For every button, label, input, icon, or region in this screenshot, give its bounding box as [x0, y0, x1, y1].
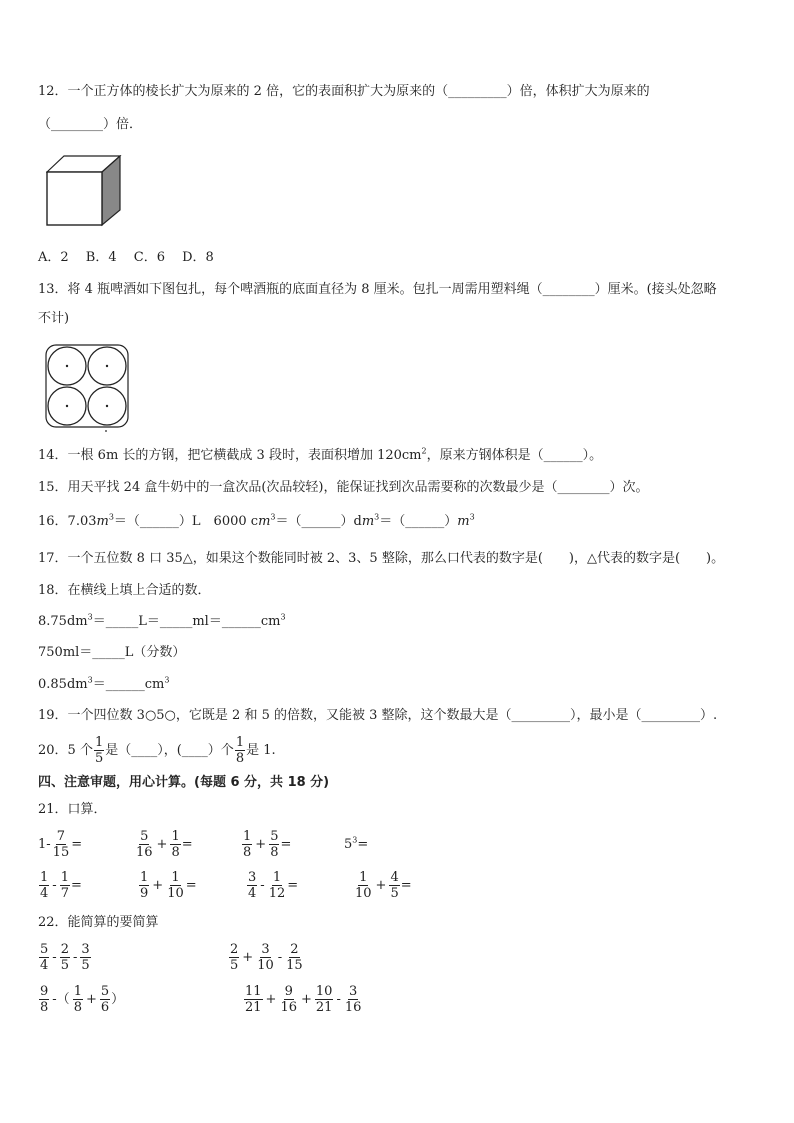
q12-options: A．2 B．4 C．6 D．8 [38, 250, 214, 265]
beer-bottles-figure [44, 343, 132, 433]
q14: 14．一根 6m 长的方钢，把它横截成 3 段时，表面积增加 $120cm^2$，原来方钢体积是（______）。 [38, 446, 603, 463]
q22-expr1: $\frac{5}{4}$ - $\frac{2}{5}$ - $\frac{3}{5}$ [40, 942, 90, 973]
fraction: $\frac{1}{8}$ [235, 735, 245, 766]
q16: 16．$7.03m^3=(\_\_\_\_\_\_)L$ 6000 $cm^3=(\_\_\_\_\_\_)dm^3=(\_\_\_\_\_\_)m^3$ [38, 512, 475, 529]
q21-expr2: $\frac{5}{16}$ + $\frac{1}{8}$ = [136, 829, 193, 860]
q22-expr2: $\frac{2}{5}$ + $\frac{3}{10}$ - $\frac{2}{15}$ [230, 942, 303, 973]
q12-line1: 12．一个正方体的棱长扩大为原来的 2 倍，它的表面积扩大为原来的（_________）倍，体积扩大为原来的 [38, 84, 650, 99]
fraction: $\frac{1}{5}$ [94, 735, 104, 766]
q19: 19．一个四位数 3○5○，它既是 2 和 5 的倍数，又能被 3 整除，这个数最大是（_________），最小是（_________）. [38, 708, 718, 723]
q21-expr3: $\frac{1}{8}$ + $\frac{5}{8}$ = [243, 829, 292, 860]
q22-expr3: $\frac{9}{8}$ -（ $\frac{1}{8}$ + $\frac{5}{6}$ ） [40, 984, 125, 1015]
q21-expr8: $\frac{1}{10}$ + $\frac{4}{5}$ = [355, 870, 412, 901]
q18-line3: $0.85dm^3=\_\_\_\_\_\_cm^3$ [38, 675, 170, 692]
q22-expr4: $\frac{11}{21}$ + $\frac{9}{16}$ + $\frac{10}{21}$ - $\frac{3}{16}$ [245, 984, 362, 1015]
q21-expr1: 1- $\frac{7}{15}$ = [38, 829, 83, 860]
q21-title: 21．口算． [38, 802, 107, 817]
q15: 15．用天平找 24 盒牛奶中的一盒次品(次品较轻)，能保证找到次品需要称的次数最少是（________）次。 [38, 480, 649, 495]
q21-expr5: $\frac{1}{4}$ - $\frac{1}{7}$ = [40, 870, 82, 901]
q18-title: 18．在横线上填上合适的数． [38, 583, 211, 598]
q21-expr6: $\frac{1}{9}$ + $\frac{1}{10}$ = [140, 870, 197, 901]
q18-line2: 750ml＝_____L（分数） [38, 645, 186, 660]
q17: 17．一个五位数 8 口 35△，如果这个数能同时被 2、3、5 整除，那么口代表的数字是( )，△代表的数字是( )。 [38, 551, 725, 566]
q21-expr7: $\frac{3}{4}$ - $\frac{1}{12}$ = [248, 870, 299, 901]
q13-line1: 13．将 4 瓶啤酒如下图包扎，每个啤酒瓶的底面直径为 8 厘米。包扎一周需用塑料绳（________）厘米。(接头处忽略 [38, 282, 717, 297]
q21-expr4: $5^3=$ [344, 835, 369, 852]
q18-line1: $8.75dm^3=\_\_\_\_\_L=\_\_\_\_\_ml=\_\_\_\_\_\_cm^3$ [38, 612, 286, 629]
q22-title: 22．能简算的要简算 [38, 915, 159, 930]
q13-line2: 不计) [38, 311, 70, 326]
section4-title: 四、注意审题，用心计算。(每题 6 分，共 18 分) [38, 775, 330, 790]
q12-line2: （________）倍． [38, 117, 143, 132]
cube-figure [46, 155, 122, 227]
q20: 20．5 个 $\frac{1}{5}$ 是（____），(____）个 $\frac{1}{8}$ 是 1. [38, 735, 276, 766]
